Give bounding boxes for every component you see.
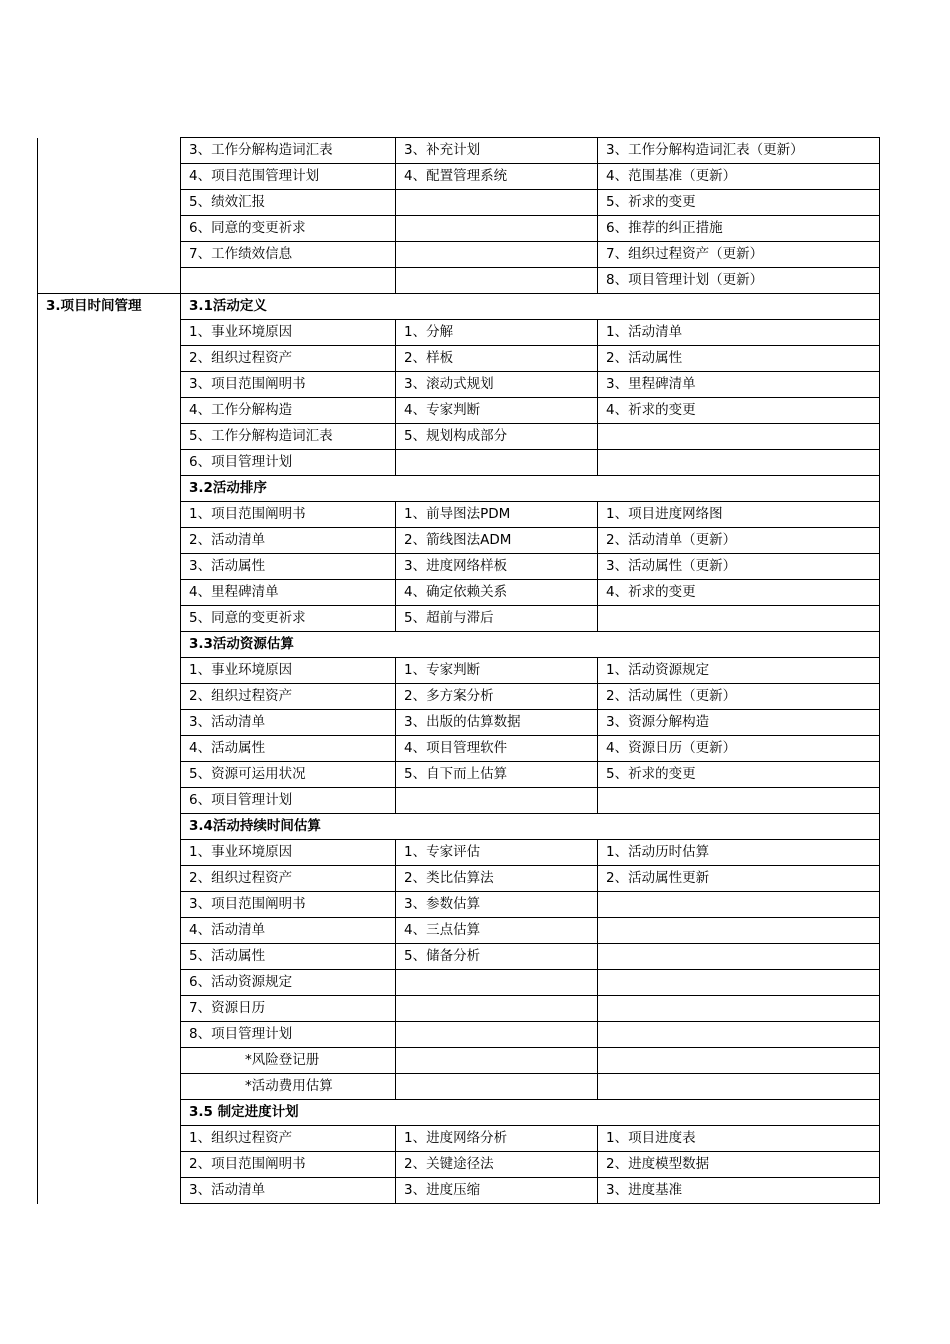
input-cell: 1、事业环境原因 <box>181 320 396 346</box>
tool-cell: 4、配置管理系统 <box>396 164 598 190</box>
category-cell-empty <box>38 1048 181 1074</box>
tool-cell: 2、类比估算法 <box>396 866 598 892</box>
table-row <box>38 346 880 372</box>
section-title: 3.3活动资源估算 <box>181 632 880 658</box>
output-cell <box>598 788 880 814</box>
category-cell-empty <box>38 580 181 606</box>
category-cell-empty <box>38 788 181 814</box>
table-row <box>38 944 880 970</box>
input-cell: *风险登记册 <box>181 1048 396 1074</box>
category-cell-empty <box>38 684 181 710</box>
output-cell: 1、活动资源规定 <box>598 658 880 684</box>
tool-cell: 1、专家判断 <box>396 658 598 684</box>
output-cell: 1、活动历时估算 <box>598 840 880 866</box>
table-row <box>38 1022 880 1048</box>
table-row <box>38 996 880 1022</box>
tool-cell <box>396 216 598 242</box>
category-cell-empty <box>38 1100 181 1126</box>
input-cell: 3、活动清单 <box>181 710 396 736</box>
category-cell-empty <box>38 606 181 632</box>
tool-cell <box>396 1022 598 1048</box>
output-cell: 5、祈求的变更 <box>598 762 880 788</box>
output-cell: 3、工作分解构造词汇表（更新） <box>598 138 880 164</box>
table-row <box>38 1074 880 1100</box>
table-row <box>38 684 880 710</box>
section-header-row <box>38 632 880 658</box>
tool-cell <box>396 190 598 216</box>
output-cell: 2、进度模型数据 <box>598 1152 880 1178</box>
category-cell-empty <box>38 268 181 294</box>
table-row <box>38 268 880 294</box>
category-cell-empty <box>38 190 181 216</box>
category-cell-empty <box>38 1074 181 1100</box>
category-cell-empty <box>38 632 181 658</box>
output-cell: 3、活动属性（更新） <box>598 554 880 580</box>
input-cell: 6、项目管理计划 <box>181 788 396 814</box>
input-cell: 2、活动清单 <box>181 528 396 554</box>
table-row <box>38 372 880 398</box>
tool-cell: 2、多方案分析 <box>396 684 598 710</box>
tool-cell: 2、关键途径法 <box>396 1152 598 1178</box>
table-row <box>38 398 880 424</box>
tool-cell: 3、补充计划 <box>396 138 598 164</box>
input-cell: 5、同意的变更祈求 <box>181 606 396 632</box>
tool-cell <box>396 996 598 1022</box>
section-title: 3.4活动持续时间估算 <box>181 814 880 840</box>
input-cell: 7、工作绩效信息 <box>181 242 396 268</box>
category-cell-empty <box>38 138 181 164</box>
table-row <box>38 762 880 788</box>
tool-cell <box>396 970 598 996</box>
table-row <box>38 164 880 190</box>
tool-cell: 4、专家判断 <box>396 398 598 424</box>
section-header-row <box>38 814 880 840</box>
category-cell-empty <box>38 762 181 788</box>
table-row <box>38 216 880 242</box>
input-cell: 4、工作分解构造 <box>181 398 396 424</box>
category-cell-empty <box>38 736 181 762</box>
table-row <box>38 528 880 554</box>
output-cell <box>598 996 880 1022</box>
output-cell: 4、祈求的变更 <box>598 580 880 606</box>
table-row <box>38 840 880 866</box>
category-cell-empty <box>38 372 181 398</box>
table-row <box>38 554 880 580</box>
output-cell: 1、活动清单 <box>598 320 880 346</box>
tool-cell: 2、箭线图法ADM <box>396 528 598 554</box>
category-cell-empty <box>38 892 181 918</box>
category-cell-empty <box>38 658 181 684</box>
output-cell: 1、项目进度网络图 <box>598 502 880 528</box>
input-cell: 5、活动属性 <box>181 944 396 970</box>
process-table <box>37 137 880 1204</box>
table-row <box>38 1126 880 1152</box>
table-row <box>38 892 880 918</box>
output-cell: 2、活动清单（更新） <box>598 528 880 554</box>
table-row <box>38 1178 880 1204</box>
tool-cell: 1、专家评估 <box>396 840 598 866</box>
input-cell: 4、项目范围管理计划 <box>181 164 396 190</box>
tool-cell <box>396 1048 598 1074</box>
category-cell-empty <box>38 840 181 866</box>
category-cell-empty <box>38 450 181 476</box>
table-row <box>38 658 880 684</box>
input-cell: 3、项目范围阐明书 <box>181 372 396 398</box>
output-cell <box>598 944 880 970</box>
input-cell: 3、活动属性 <box>181 554 396 580</box>
table-row <box>38 502 880 528</box>
tool-cell: 4、三点估算 <box>396 918 598 944</box>
input-cell: 1、组织过程资产 <box>181 1126 396 1152</box>
input-cell: 2、组织过程资产 <box>181 866 396 892</box>
table-row <box>38 242 880 268</box>
category-cell-empty <box>38 996 181 1022</box>
section-title: 3.1活动定义 <box>181 294 880 320</box>
tool-cell <box>396 242 598 268</box>
tool-cell <box>396 450 598 476</box>
tool-cell: 1、分解 <box>396 320 598 346</box>
category-cell-empty <box>38 398 181 424</box>
output-cell <box>598 450 880 476</box>
table-row <box>38 1152 880 1178</box>
tool-cell: 1、进度网络分析 <box>396 1126 598 1152</box>
table-row <box>38 970 880 996</box>
input-cell: 1、事业环境原因 <box>181 658 396 684</box>
tool-cell: 5、规划构成部分 <box>396 424 598 450</box>
category-cell-empty <box>38 164 181 190</box>
input-cell: 3、项目范围阐明书 <box>181 892 396 918</box>
output-cell: 5、祈求的变更 <box>598 190 880 216</box>
tool-cell: 5、储备分析 <box>396 944 598 970</box>
category-cell-empty <box>38 242 181 268</box>
output-cell <box>598 606 880 632</box>
category-cell-empty <box>38 866 181 892</box>
section-header-row <box>38 476 880 502</box>
input-cell: 6、活动资源规定 <box>181 970 396 996</box>
category-cell-empty <box>38 710 181 736</box>
table-row <box>38 866 880 892</box>
section-header-row <box>38 294 880 320</box>
table-row <box>38 788 880 814</box>
input-cell: 1、项目范围阐明书 <box>181 502 396 528</box>
input-cell: 5、工作分解构造词汇表 <box>181 424 396 450</box>
output-cell <box>598 892 880 918</box>
output-cell <box>598 1074 880 1100</box>
input-cell: 4、活动属性 <box>181 736 396 762</box>
table-row <box>38 138 880 164</box>
tool-cell: 4、确定依赖关系 <box>396 580 598 606</box>
category-cell-empty <box>38 476 181 502</box>
output-cell: 3、里程碑清单 <box>598 372 880 398</box>
input-cell: 5、绩效汇报 <box>181 190 396 216</box>
category-label: 3.项目时间管理 <box>38 294 181 320</box>
category-cell-empty <box>38 970 181 996</box>
category-cell-empty <box>38 320 181 346</box>
tool-cell: 2、样板 <box>396 346 598 372</box>
category-cell-empty <box>38 346 181 372</box>
tool-cell: 1、前导图法PDM <box>396 502 598 528</box>
output-cell: 2、活动属性 <box>598 346 880 372</box>
output-cell <box>598 1048 880 1074</box>
output-cell <box>598 1022 880 1048</box>
table-row <box>38 1048 880 1074</box>
input-cell <box>181 268 396 294</box>
tool-cell: 5、超前与滞后 <box>396 606 598 632</box>
output-cell: 2、活动属性更新 <box>598 866 880 892</box>
category-cell-empty <box>38 1126 181 1152</box>
input-cell: 2、组织过程资产 <box>181 684 396 710</box>
input-cell: 5、资源可运用状况 <box>181 762 396 788</box>
output-cell: 4、祈求的变更 <box>598 398 880 424</box>
output-cell: 4、资源日历（更新） <box>598 736 880 762</box>
output-cell: 2、活动属性（更新） <box>598 684 880 710</box>
output-cell: 3、资源分解构造 <box>598 710 880 736</box>
section-header-row <box>38 1100 880 1126</box>
category-cell-empty <box>38 1022 181 1048</box>
output-cell: 7、组织过程资产（更新） <box>598 242 880 268</box>
category-cell-empty <box>38 1178 181 1204</box>
input-cell: 2、组织过程资产 <box>181 346 396 372</box>
tool-cell: 3、滚动式规划 <box>396 372 598 398</box>
tool-cell <box>396 268 598 294</box>
table-row <box>38 710 880 736</box>
section-title: 3.2活动排序 <box>181 476 880 502</box>
output-cell <box>598 918 880 944</box>
tool-cell: 3、进度压缩 <box>396 1178 598 1204</box>
table-row <box>38 736 880 762</box>
output-cell: 1、项目进度表 <box>598 1126 880 1152</box>
output-cell: 8、项目管理计划（更新） <box>598 268 880 294</box>
category-cell-empty <box>38 814 181 840</box>
output-cell: 3、进度基准 <box>598 1178 880 1204</box>
output-cell <box>598 424 880 450</box>
tool-cell: 4、项目管理软件 <box>396 736 598 762</box>
tool-cell: 3、出版的估算数据 <box>396 710 598 736</box>
input-cell: 8、项目管理计划 <box>181 1022 396 1048</box>
input-cell: 3、活动清单 <box>181 1178 396 1204</box>
output-cell <box>598 970 880 996</box>
table-body <box>38 138 880 1204</box>
table-row <box>38 580 880 606</box>
input-cell: 7、资源日历 <box>181 996 396 1022</box>
table-row <box>38 320 880 346</box>
table-row <box>38 190 880 216</box>
category-cell-empty <box>38 1152 181 1178</box>
tool-cell <box>396 788 598 814</box>
category-cell-empty <box>38 944 181 970</box>
table-row <box>38 606 880 632</box>
output-cell: 6、推荐的纠正措施 <box>598 216 880 242</box>
section-title: 3.5 制定进度计划 <box>181 1100 880 1126</box>
output-cell: 4、范围基准（更新） <box>598 164 880 190</box>
input-cell: 2、项目范围阐明书 <box>181 1152 396 1178</box>
category-cell-empty <box>38 528 181 554</box>
input-cell: 4、活动清单 <box>181 918 396 944</box>
category-cell-empty <box>38 554 181 580</box>
tool-cell: 3、参数估算 <box>396 892 598 918</box>
input-cell: 6、同意的变更祈求 <box>181 216 396 242</box>
table-row <box>38 450 880 476</box>
tool-cell: 5、自下而上估算 <box>396 762 598 788</box>
table-row <box>38 424 880 450</box>
input-cell: 4、里程碑清单 <box>181 580 396 606</box>
input-cell: 6、项目管理计划 <box>181 450 396 476</box>
category-cell-empty <box>38 216 181 242</box>
category-cell-empty <box>38 424 181 450</box>
input-cell: *活动费用估算 <box>181 1074 396 1100</box>
input-cell: 1、事业环境原因 <box>181 840 396 866</box>
tool-cell: 3、进度网络样板 <box>396 554 598 580</box>
category-cell-empty <box>38 502 181 528</box>
table-row <box>38 918 880 944</box>
tool-cell <box>396 1074 598 1100</box>
category-cell-empty <box>38 918 181 944</box>
input-cell: 3、工作分解构造词汇表 <box>181 138 396 164</box>
